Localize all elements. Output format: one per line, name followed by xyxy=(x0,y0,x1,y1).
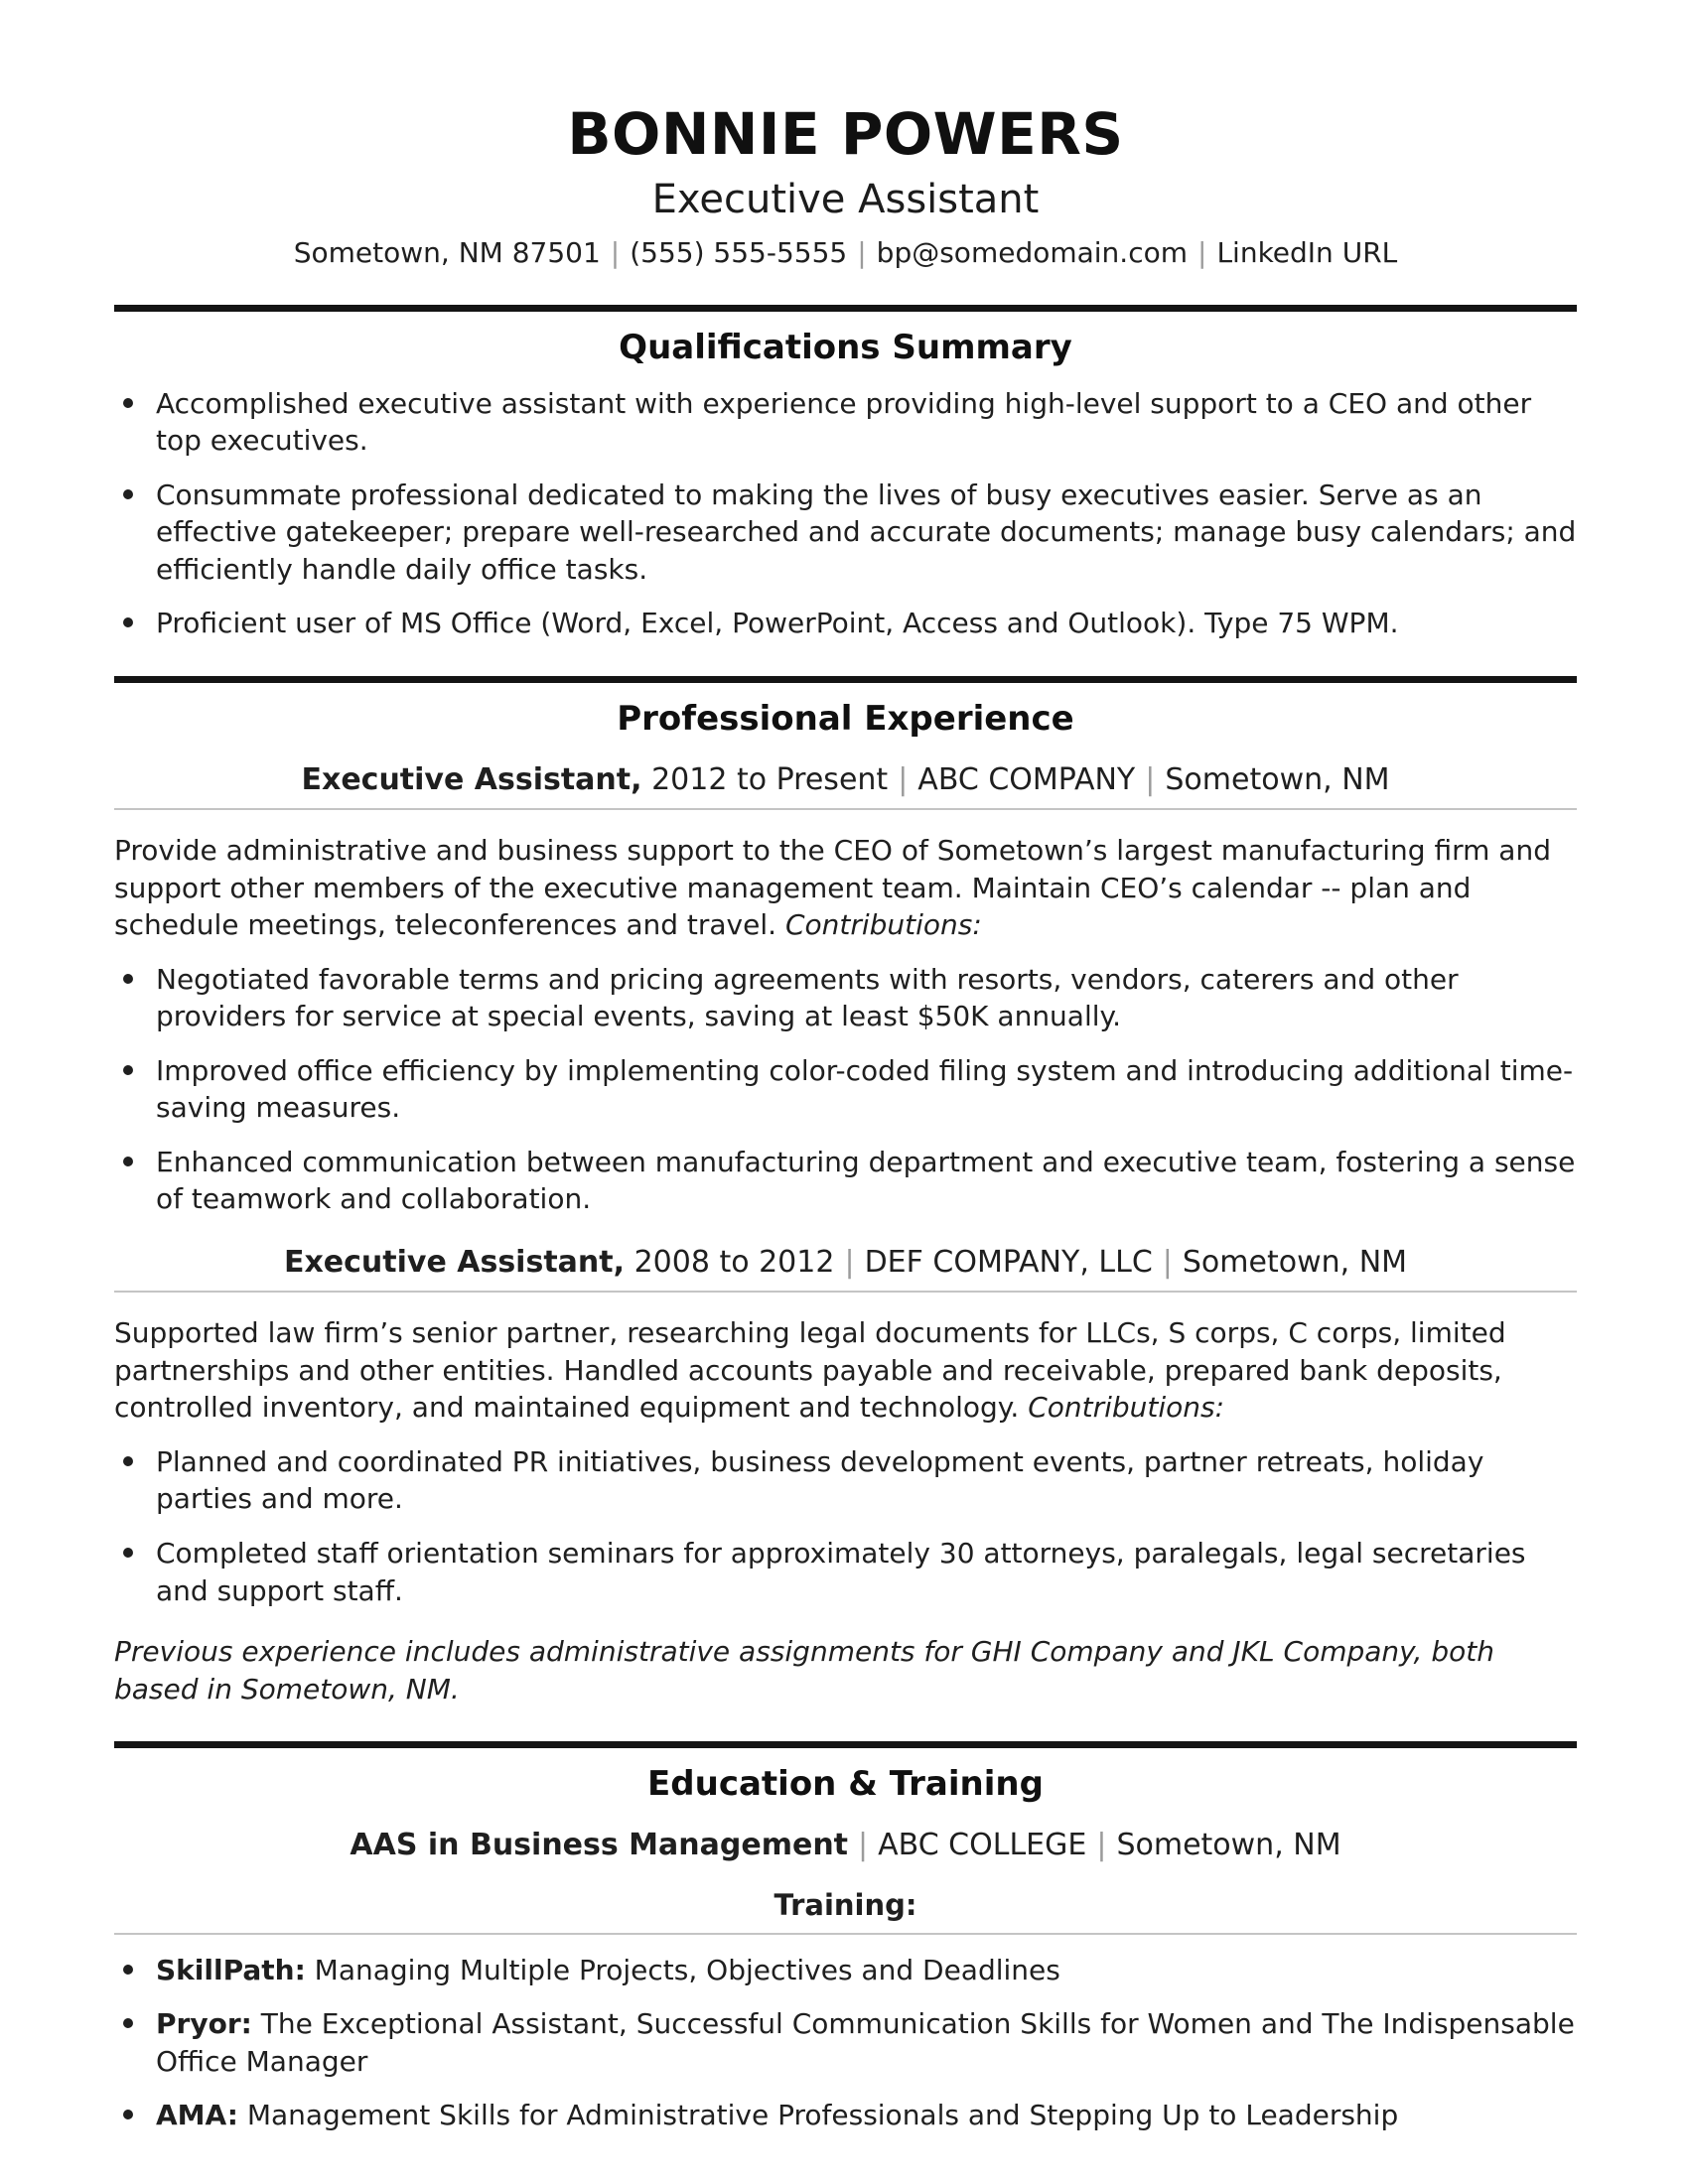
pipe-separator: | xyxy=(1162,1244,1173,1280)
training-text: The Exceptional Assistant, Successful Communication Skills for Women and The Indispensable Office Manager xyxy=(156,2007,1575,2078)
contributions-label: Contributions: xyxy=(784,908,982,942)
training-text: Management Skills for Administrative Professionals and Stepping Up to Leadership xyxy=(246,2099,1399,2132)
job-summary xyxy=(114,1314,1577,1427)
section-heading: Qualifications Summary xyxy=(619,328,1072,368)
list-item xyxy=(114,1144,1577,1218)
section-education xyxy=(114,1764,1577,2134)
training-heading: Training: xyxy=(114,1887,1577,1934)
bullet-icon xyxy=(123,398,133,408)
bullet-icon xyxy=(123,1456,133,1466)
bullet-icon xyxy=(123,2110,133,2119)
person-name: BONNIE POWERS xyxy=(567,100,1124,168)
bullet-text: Planned and coordinated PR initiatives, business development events, partner retreats, holiday parties and more. xyxy=(156,1444,1484,1516)
bullet-icon xyxy=(123,2018,133,2028)
bullet-icon xyxy=(123,974,133,984)
contact-location: Sometown, NM 87501 xyxy=(293,235,601,269)
bullet-text: Enhanced communication between manufacturing department and executive team, fostering a sense of teamwork and collaboration. xyxy=(156,1145,1576,1216)
resume-header xyxy=(114,101,1577,271)
job-heading xyxy=(114,761,1577,811)
job-dates: 2008 to 2012 xyxy=(633,1244,835,1280)
list-item xyxy=(114,2097,1577,2134)
pipe-separator: | xyxy=(857,235,867,269)
bullet-icon xyxy=(123,1965,133,1975)
degree-line xyxy=(114,1827,1577,1864)
list-item xyxy=(114,385,1577,460)
degree-name: AAS in Business Management xyxy=(350,1827,849,1862)
bullet-icon xyxy=(123,1548,133,1558)
section-experience xyxy=(114,699,1577,1707)
bullet-icon xyxy=(123,489,133,499)
job-entry xyxy=(114,761,1577,1218)
job-company: ABC COMPANY xyxy=(917,761,1136,797)
list-item xyxy=(114,2005,1577,2080)
section-heading: Education & Training xyxy=(647,1764,1044,1805)
bullet-icon xyxy=(123,1065,133,1075)
job-summary-text: Supported law firm’s senior partner, researching legal documents for LLCs, S corps, C corps, limited partnerships and other entities. Handled accounts payable and receivable, prepared bank deposits, controlled inventory, and maintained equipment and technology. xyxy=(114,1316,1506,1425)
job-title: Executive Assistant, xyxy=(301,761,642,797)
person-job-title: Executive Assistant xyxy=(651,176,1040,222)
previous-experience-note: Previous experience includes administrative assignments for GHI Company and JKL Company, both based in Sometown, NM. xyxy=(114,1635,1494,1706)
bullet-icon xyxy=(123,1157,133,1166)
list-item xyxy=(114,1952,1577,1989)
section-divider xyxy=(114,1741,1577,1748)
pipe-separator: | xyxy=(844,1244,855,1280)
job-company: DEF COMPANY, LLC xyxy=(864,1244,1153,1280)
training-provider: AMA: xyxy=(156,2099,238,2132)
contact-line xyxy=(114,235,1577,271)
training-provider: Pryor: xyxy=(156,2007,252,2041)
bullet-text: Proficient user of MS Office (Word, Excel, PowerPoint, Access and Outlook). Type 75 WPM. xyxy=(156,607,1399,640)
bullet-text: Consummate professional dedicated to making the lives of busy executives easier. Serve as an effective gatekeeper; prepare well-researched and accurate documents; manage busy calendars; and efficiently handle daily office tasks. xyxy=(156,478,1577,586)
contact-email: bp@somedomain.com xyxy=(876,235,1189,269)
contributions-label: Contributions: xyxy=(1028,1391,1225,1425)
list-item xyxy=(114,605,1577,642)
section-divider xyxy=(114,676,1577,683)
list-item xyxy=(114,961,1577,1035)
job-summary-text: Provide administrative and business support to the CEO of Sometown’s largest manufacturing firm and support other members of the executive management team. Maintain CEO’s calendar -- plan and schedule meetings, teleconferences and travel. xyxy=(114,834,1551,942)
list-item xyxy=(114,1535,1577,1609)
section-qualifications xyxy=(114,328,1577,642)
job-heading xyxy=(114,1244,1577,1294)
contact-phone: (555) 555-5555 xyxy=(630,235,848,269)
pipe-separator: | xyxy=(610,235,621,269)
pipe-separator: | xyxy=(1197,235,1207,269)
pipe-separator: | xyxy=(1096,1827,1107,1862)
pipe-separator: | xyxy=(858,1827,869,1862)
pipe-separator: | xyxy=(1145,761,1156,797)
list-item xyxy=(114,1052,1577,1127)
bullet-text: Negotiated favorable terms and pricing agreements with resorts, vendors, caterers and other providers for service at special events, saving at least $50K annually. xyxy=(156,962,1459,1033)
section-heading: Professional Experience xyxy=(617,698,1074,739)
job-location: Sometown, NM xyxy=(1182,1244,1408,1280)
bullet-text: Improved office efficiency by implementing color-coded filing system and introducing additional time-saving measures. xyxy=(156,1053,1574,1125)
job-entry xyxy=(114,1244,1577,1609)
training-text: Managing Multiple Projects, Objectives and Deadlines xyxy=(314,1953,1060,1986)
section-divider xyxy=(114,305,1577,312)
list-item xyxy=(114,477,1577,589)
job-location: Sometown, NM xyxy=(1165,761,1390,797)
job-dates: 2012 to Present xyxy=(651,761,889,797)
college-name: ABC COLLEGE xyxy=(878,1827,1087,1862)
bullet-text: Completed staff orientation seminars for approximately 30 attorneys, paralegals, legal secretaries and support staff. xyxy=(156,1536,1526,1607)
training-provider: SkillPath: xyxy=(156,1953,306,1986)
contact-linkedin: LinkedIn URL xyxy=(1216,235,1398,269)
pipe-separator: | xyxy=(898,761,909,797)
job-summary xyxy=(114,832,1577,944)
list-item xyxy=(114,1443,1577,1518)
bullet-text: Accomplished executive assistant with experience providing high-level support to a CEO and other top executives. xyxy=(156,386,1532,458)
job-title: Executive Assistant, xyxy=(283,1244,626,1280)
college-location: Sometown, NM xyxy=(1116,1827,1341,1862)
bullet-icon xyxy=(123,617,133,627)
